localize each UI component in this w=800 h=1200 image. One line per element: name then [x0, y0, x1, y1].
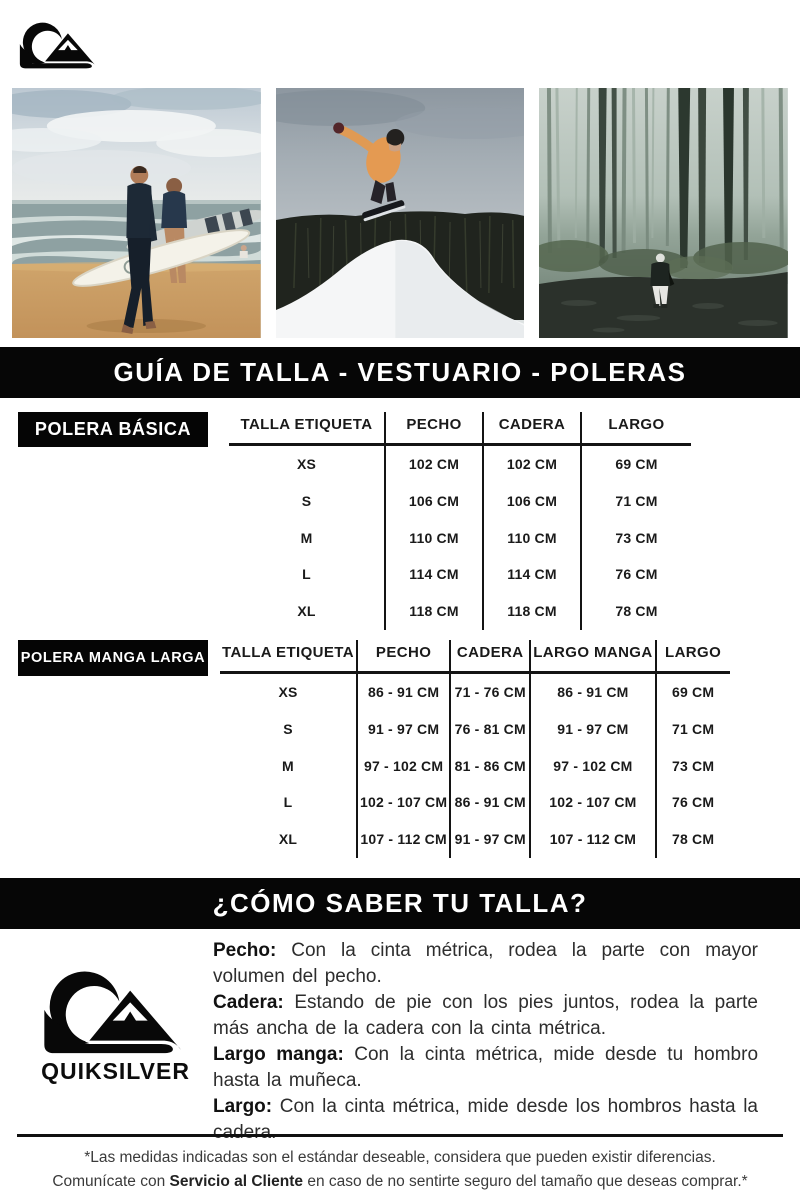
measure-cell: 86 - 91 CM [450, 784, 530, 821]
table-row [229, 520, 691, 557]
instruction-term: Largo: [213, 1096, 280, 1117]
measure-cell: 110 CM [385, 520, 483, 557]
hero-photo-strip [12, 88, 788, 338]
table-row [220, 784, 730, 821]
instruction-item: Cadera: Estando de pie con los pies juntos, rodea la parte más ancha de la cadera con la cinta métrica. [213, 992, 758, 1039]
quiksilver-wordmark: QUIKSILVER [41, 1058, 190, 1084]
polera-basica-table [229, 412, 691, 630]
measure-cell: 91 - 97 CM [450, 821, 530, 858]
measure-cell: 114 CM [385, 556, 483, 593]
footer-line-2: Comunícate con Servicio al Cliente en caso de no sentirte seguro del tamaño que deseas comprar.* [52, 1173, 748, 1191]
measure-cell: 118 CM [385, 593, 483, 630]
measure-cell: 71 - 76 CM [450, 673, 530, 711]
measure-cell: 78 CM [671, 831, 715, 848]
measure-cell: 81 - 86 CM [450, 748, 530, 785]
table-row [229, 483, 691, 520]
measure-cell: 86 - 91 CM [357, 673, 450, 711]
measure-cell: 106 CM [385, 483, 483, 520]
polera-basica-section [18, 412, 691, 630]
quiksilver-mountain-wave-icon [18, 20, 102, 70]
instruction-term: Cadera: [213, 992, 295, 1013]
size-cell: S [229, 483, 385, 520]
measure-cell: 107 - 112 CM [357, 821, 450, 858]
measure-cell: 73 CM [615, 529, 658, 546]
how-to-banner-text: ¿CÓMO SABER TU TALLA? [212, 888, 588, 918]
measure-cell: 71 CM [615, 492, 658, 509]
header-row [220, 640, 730, 673]
table-row [229, 445, 691, 483]
column-header: TALLA ETIQUETA [229, 412, 385, 445]
size-cell: XS [220, 673, 357, 711]
measure-cell: 69 CM [615, 456, 658, 472]
surfers-beach-photo [12, 88, 261, 338]
footer-divider [17, 1134, 783, 1137]
column-header: PECHO [385, 412, 483, 445]
measure-cell: 97 - 102 CM [530, 748, 655, 785]
size-cell: XL [229, 593, 385, 630]
quiksilver-mountain-wave-icon [41, 968, 191, 1055]
measurement-instructions [213, 938, 758, 1146]
column-header: TALLA ETIQUETA [220, 640, 357, 673]
size-cell: L [220, 784, 357, 821]
polera-manga-larga-label: POLERA MANGA LARGA [18, 640, 208, 676]
measure-cell: 76 CM [615, 566, 658, 583]
column-header: LARGO [656, 640, 730, 673]
polera-manga-larga-section [18, 640, 730, 858]
column-header: CADERA [450, 640, 530, 673]
table-row [229, 556, 691, 593]
instruction-item: Largo: Con la cinta métrica, mide desde los hombros hasta la cadera. [213, 1096, 758, 1143]
size-cell: L [229, 556, 385, 593]
table-row [220, 711, 730, 748]
instruction-item: Largo manga: Con la cinta métrica, mide desde tu hombro hasta la muñeca. [213, 1044, 759, 1091]
how-to-banner [0, 878, 800, 929]
measure-cell: 110 CM [483, 520, 581, 557]
instruction-term: Pecho: [213, 940, 292, 961]
measure-cell: 102 - 107 CM [530, 784, 655, 821]
measure-cell: 76 CM [671, 794, 715, 811]
measure-cell: 107 - 112 CM [530, 821, 655, 858]
measure-cell: 97 - 102 CM [357, 748, 450, 785]
foggy-forest-photo [539, 88, 788, 338]
size-cell: M [220, 748, 357, 785]
measure-cell: 102 CM [385, 445, 483, 483]
column-header: CADERA [483, 412, 581, 445]
polera-manga-larga-table [220, 640, 730, 858]
measure-cell: 69 CM [671, 684, 715, 700]
table-row [229, 593, 691, 630]
measure-cell: 118 CM [483, 593, 581, 630]
size-cell: S [220, 711, 357, 748]
snowboarder-jump-photo [276, 88, 525, 338]
measure-cell: 102 CM [483, 445, 581, 483]
table-row [220, 748, 730, 785]
measure-cell: 71 CM [671, 720, 715, 737]
size-cell: M [229, 520, 385, 557]
measure-cell: 86 - 91 CM [530, 673, 655, 711]
measure-cell: 91 - 97 CM [530, 711, 655, 748]
measure-cell: 76 - 81 CM [450, 711, 530, 748]
measure-cell: 106 CM [483, 483, 581, 520]
customer-service-label: Servicio al Cliente [169, 1173, 304, 1191]
measure-cell: 73 CM [671, 757, 715, 774]
header-row [229, 412, 691, 445]
table-row [220, 673, 730, 711]
column-header: LARGO [581, 412, 691, 445]
polera-basica-label: POLERA BÁSICA [18, 412, 208, 447]
table-row [220, 821, 730, 858]
size-cell: XL [220, 821, 357, 858]
column-header: PECHO [357, 640, 450, 673]
measure-cell: 91 - 97 CM [357, 711, 450, 748]
footer-line-1: *Las medidas indicadas son el estándar deseable, considera que pueden existir diferencias. [84, 1149, 716, 1166]
measure-cell: 102 - 107 CM [357, 784, 450, 821]
quiksilver-brand-block [18, 938, 213, 1146]
column-header: LARGO MANGA [530, 640, 655, 673]
title-banner [0, 347, 800, 398]
measure-cell: 78 CM [615, 603, 658, 620]
title-banner-text: GUÍA DE TALLA - VESTUARIO - POLERAS [113, 357, 687, 387]
footer-note [0, 1146, 800, 1194]
instruction-item: Pecho: Con la cinta métrica, rodea la parte con mayor volumen del pecho. [213, 940, 759, 987]
how-to-section [18, 938, 758, 1146]
size-cell: XS [229, 445, 385, 483]
measure-cell: 114 CM [483, 556, 581, 593]
instruction-term: Largo manga: [213, 1044, 355, 1065]
